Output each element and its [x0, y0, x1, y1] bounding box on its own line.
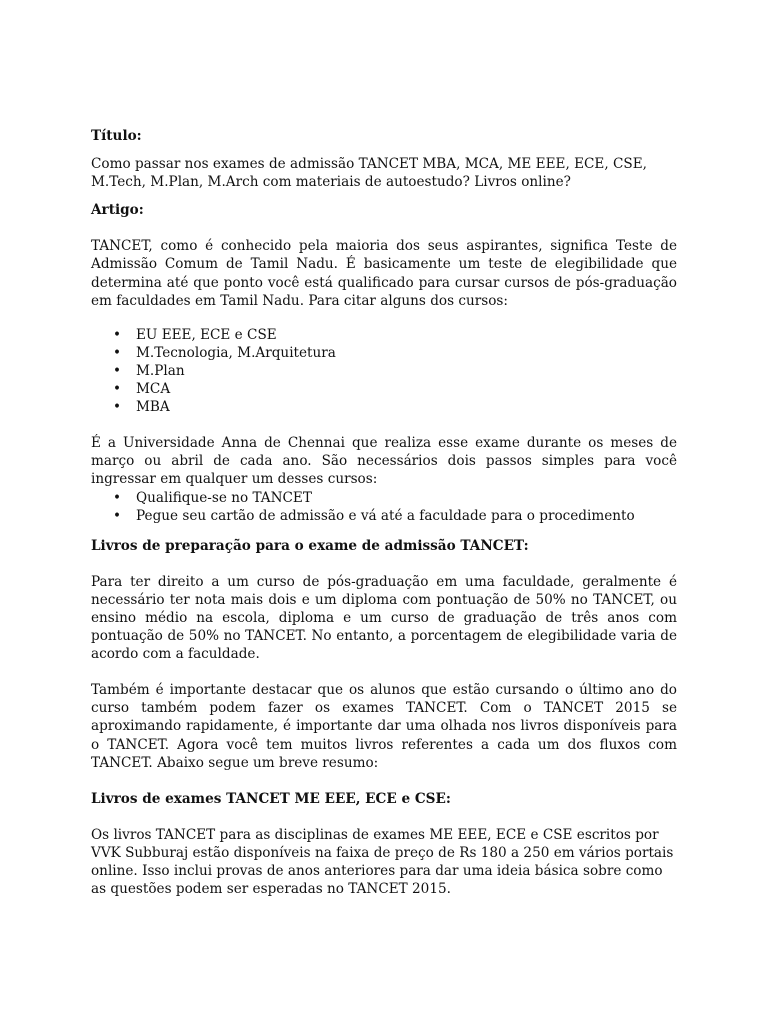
bullet-icon: •	[113, 489, 122, 506]
list-item	[91, 344, 677, 362]
bullet-icon: •	[113, 362, 122, 379]
books-paragraph: Os livros TANCET para as disciplinas de exames ME EEE, ECE e CSE escritos por VVK Subburaj estão disponíveis na faixa de preço de Rs 180 a 250 em vários portais online. Isso inclui provas de anos anteriores para dar uma ideia básica sobre como as questões podem ser esperadas no TANCET 2015.	[91, 826, 674, 898]
article-heading: Artigo:	[91, 202, 144, 219]
eligibility-paragraph: Para ter direito a um curso de pós-graduação em uma faculdade, geralmente é necessário ter nota mais dois e um diploma com pontuação de 50% no TANCET, ou ensino médio na escola, diploma e um curso de graduação de três anos com pontuação de 50% no TANCET. No entanto, a porcentagem de elegibilidade varia de acordo com a faculdade.	[91, 573, 677, 663]
step-item-text: Qualifique-se no TANCET	[136, 489, 312, 506]
bullet-icon: •	[113, 399, 122, 416]
steps-list	[91, 489, 677, 525]
course-item-text: M.Plan	[136, 362, 185, 379]
bullet-icon: •	[113, 507, 122, 524]
list-item	[91, 362, 677, 380]
step-item-text: Pegue seu cartão de admissão e vá até a faculdade para o procedimento	[136, 507, 635, 524]
prep-heading: Livros de preparação para o exame de admissão TANCET:	[91, 537, 529, 554]
list-item	[91, 507, 677, 525]
bullet-icon: •	[113, 326, 122, 343]
intro-paragraph: TANCET, como é conhecido pela maioria dos seus aspirantes, significa Teste de Admissão Comum de Tamil Nadu. É basicamente um teste de elegibilidade que determina até que ponto você está qualificado para cursar cursos de pós-graduação em faculdades em Tamil Nadu. Para citar alguns dos cursos:	[91, 238, 677, 309]
list-item	[91, 326, 677, 344]
course-item-text: MBA	[136, 399, 170, 416]
course-item-text: EU EEE, ECE e CSE	[136, 326, 277, 343]
bullet-icon: •	[113, 344, 122, 361]
books-heading: Livros de exames TANCET ME EEE, ECE e CSE:	[91, 790, 451, 807]
title-heading: Título:	[91, 128, 142, 144]
final-year-paragraph: Também é importante destacar que os alunos que estão cursando o último ano do curso também podem fazer os exames TANCET. Com o TANCET 2015 se aproximando rapidamente, é importante dar uma olhada nos livros disponíveis para o TANCET. Agora você tem muitos livros referentes a cada um dos fluxos com TANCET. Abaixo segue um breve resumo:	[91, 682, 677, 771]
list-item	[91, 398, 677, 416]
title-text: Como passar nos exames de admissão TANCET MBA, MCA, ME EEE, ECE, CSE, M.Tech, M.Plan, M.Arch com materiais de autoestudo? Livros online?	[91, 156, 647, 191]
bullet-icon: •	[113, 381, 122, 398]
course-item-text: MCA	[136, 381, 171, 398]
courses-list	[91, 326, 677, 416]
course-item-text: M.Tecnologia, M.Arquitetura	[136, 344, 336, 361]
list-item	[91, 489, 677, 507]
list-item	[91, 380, 677, 398]
university-paragraph: É a Universidade Anna de Chennai que realiza esse exame durante os meses de março ou abril de cada ano. São necessários dois passos simples para você ingressar em qualquer um desses cursos:	[91, 435, 677, 488]
